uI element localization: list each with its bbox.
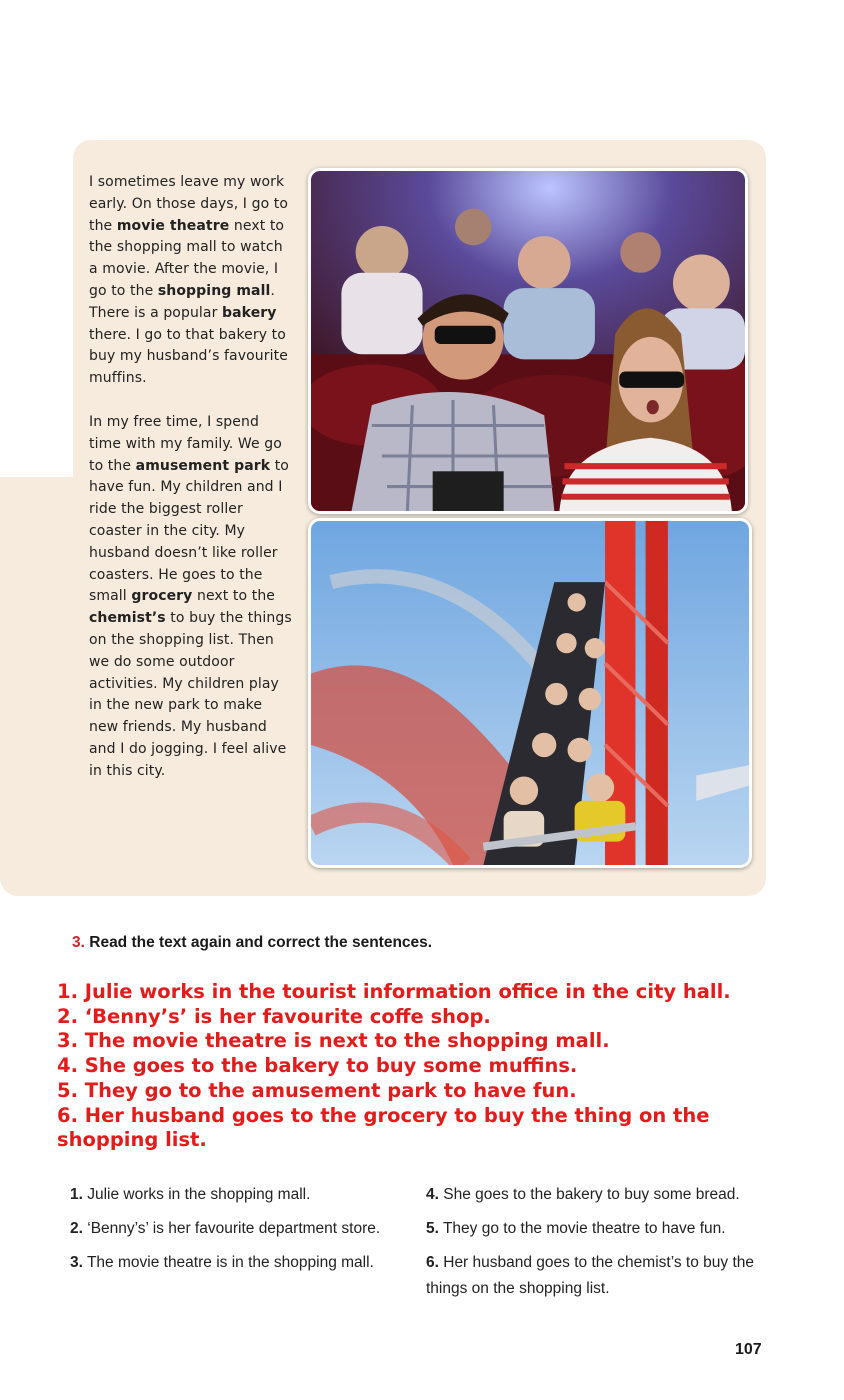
reading-text-segment: In my free time, I spend time with my family. We go to the xyxy=(89,413,282,474)
sentence-number: 1. xyxy=(70,1186,83,1203)
vocabulary-word: shopping mall xyxy=(157,282,271,299)
reading-paragraph-2 xyxy=(89,412,294,783)
sentence-item xyxy=(426,1182,776,1208)
panel-background-tab xyxy=(0,477,90,896)
cinema-photo xyxy=(308,168,748,514)
reading-text-segment: . There is a popular xyxy=(89,282,275,321)
answer-line: 3. The movie theatre is next to the shopping mall. xyxy=(57,1029,610,1053)
vocabulary-word: grocery xyxy=(131,588,193,605)
exercise-instruction: Read the text again and correct the sentences. xyxy=(89,934,433,951)
answer-line: 5. They go to the amusement park to have fun. xyxy=(57,1078,577,1102)
reading-text-segment: I sometimes leave my work early. On those days, I go to the xyxy=(89,174,289,234)
reading-paragraph-1 xyxy=(89,172,294,390)
sentence-item xyxy=(70,1182,415,1208)
answer-line: 4. She goes to the bakery to buy some muffins. xyxy=(57,1054,578,1078)
handwritten-answers xyxy=(57,980,817,1153)
sentence-text: ‘Benny’s’ is her favourite department store. xyxy=(82,1220,381,1237)
reading-text-segment: to buy the things on the shopping list. Then we do some outdoor activities. My children play in the new park to make new friends. My husband and I do jogging. I feel alive in this city. xyxy=(89,610,292,779)
sentence-number: 4. xyxy=(426,1186,439,1203)
sentence-item xyxy=(70,1216,415,1242)
answer-line: shopping list. xyxy=(57,1128,207,1152)
sentence-text: Julie works in the shopping mall. xyxy=(82,1186,311,1203)
sentence-number: 2. xyxy=(70,1220,83,1237)
cinema-photo-image xyxy=(311,171,745,511)
exercise-title xyxy=(72,934,432,952)
sentence-text: They go to the movie theatre to have fun. xyxy=(438,1220,726,1237)
sentence-item xyxy=(426,1216,776,1242)
answer-line: 6. Her husband goes to the grocery to buy the thing on the xyxy=(57,1103,710,1127)
reading-text-segment: to have fun. My children and I ride the biggest roller coaster in the city. My husband doesn’t like roller coasters. He goes to the small xyxy=(89,457,289,605)
reading-text-segment: there. I go to that bakery to buy my husband’s favourite muffins. xyxy=(89,326,288,387)
sentence-item xyxy=(426,1250,766,1302)
roller-coaster-photo-image xyxy=(311,521,749,865)
reading-text-segment: next to the xyxy=(192,588,276,605)
vocabulary-word: movie theatre xyxy=(116,217,230,234)
page-number: 107 xyxy=(735,1341,762,1358)
vocabulary-word: chemist’s xyxy=(89,610,166,627)
sentence-number: 3. xyxy=(70,1254,83,1271)
roller-coaster-photo xyxy=(308,518,752,868)
sentence-text: The movie theatre is in the shopping mall. xyxy=(82,1254,374,1271)
reading-text-segment: next to the shopping mall to watch a movie. After the movie, I go to the xyxy=(89,217,285,299)
sentence-text: She goes to the bakery to buy some bread. xyxy=(438,1186,740,1203)
sentence-text: Her husband goes to the chemist’s to buy the things on the shopping list. xyxy=(426,1254,755,1297)
answer-line: 2. ‘Benny’s’ is her favourite coffe shop. xyxy=(57,1004,491,1028)
sentence-number: 6. xyxy=(426,1254,439,1271)
vocabulary-word: bakery xyxy=(222,304,277,321)
reading-text xyxy=(89,172,294,783)
sentence-number: 5. xyxy=(426,1220,439,1237)
vocabulary-word: amusement park xyxy=(135,457,271,474)
sentence-item xyxy=(70,1250,415,1276)
answer-line: 1. Julie works in the tourist information office in the city hall. xyxy=(57,980,731,1003)
exercise-number: 3. xyxy=(72,934,85,951)
